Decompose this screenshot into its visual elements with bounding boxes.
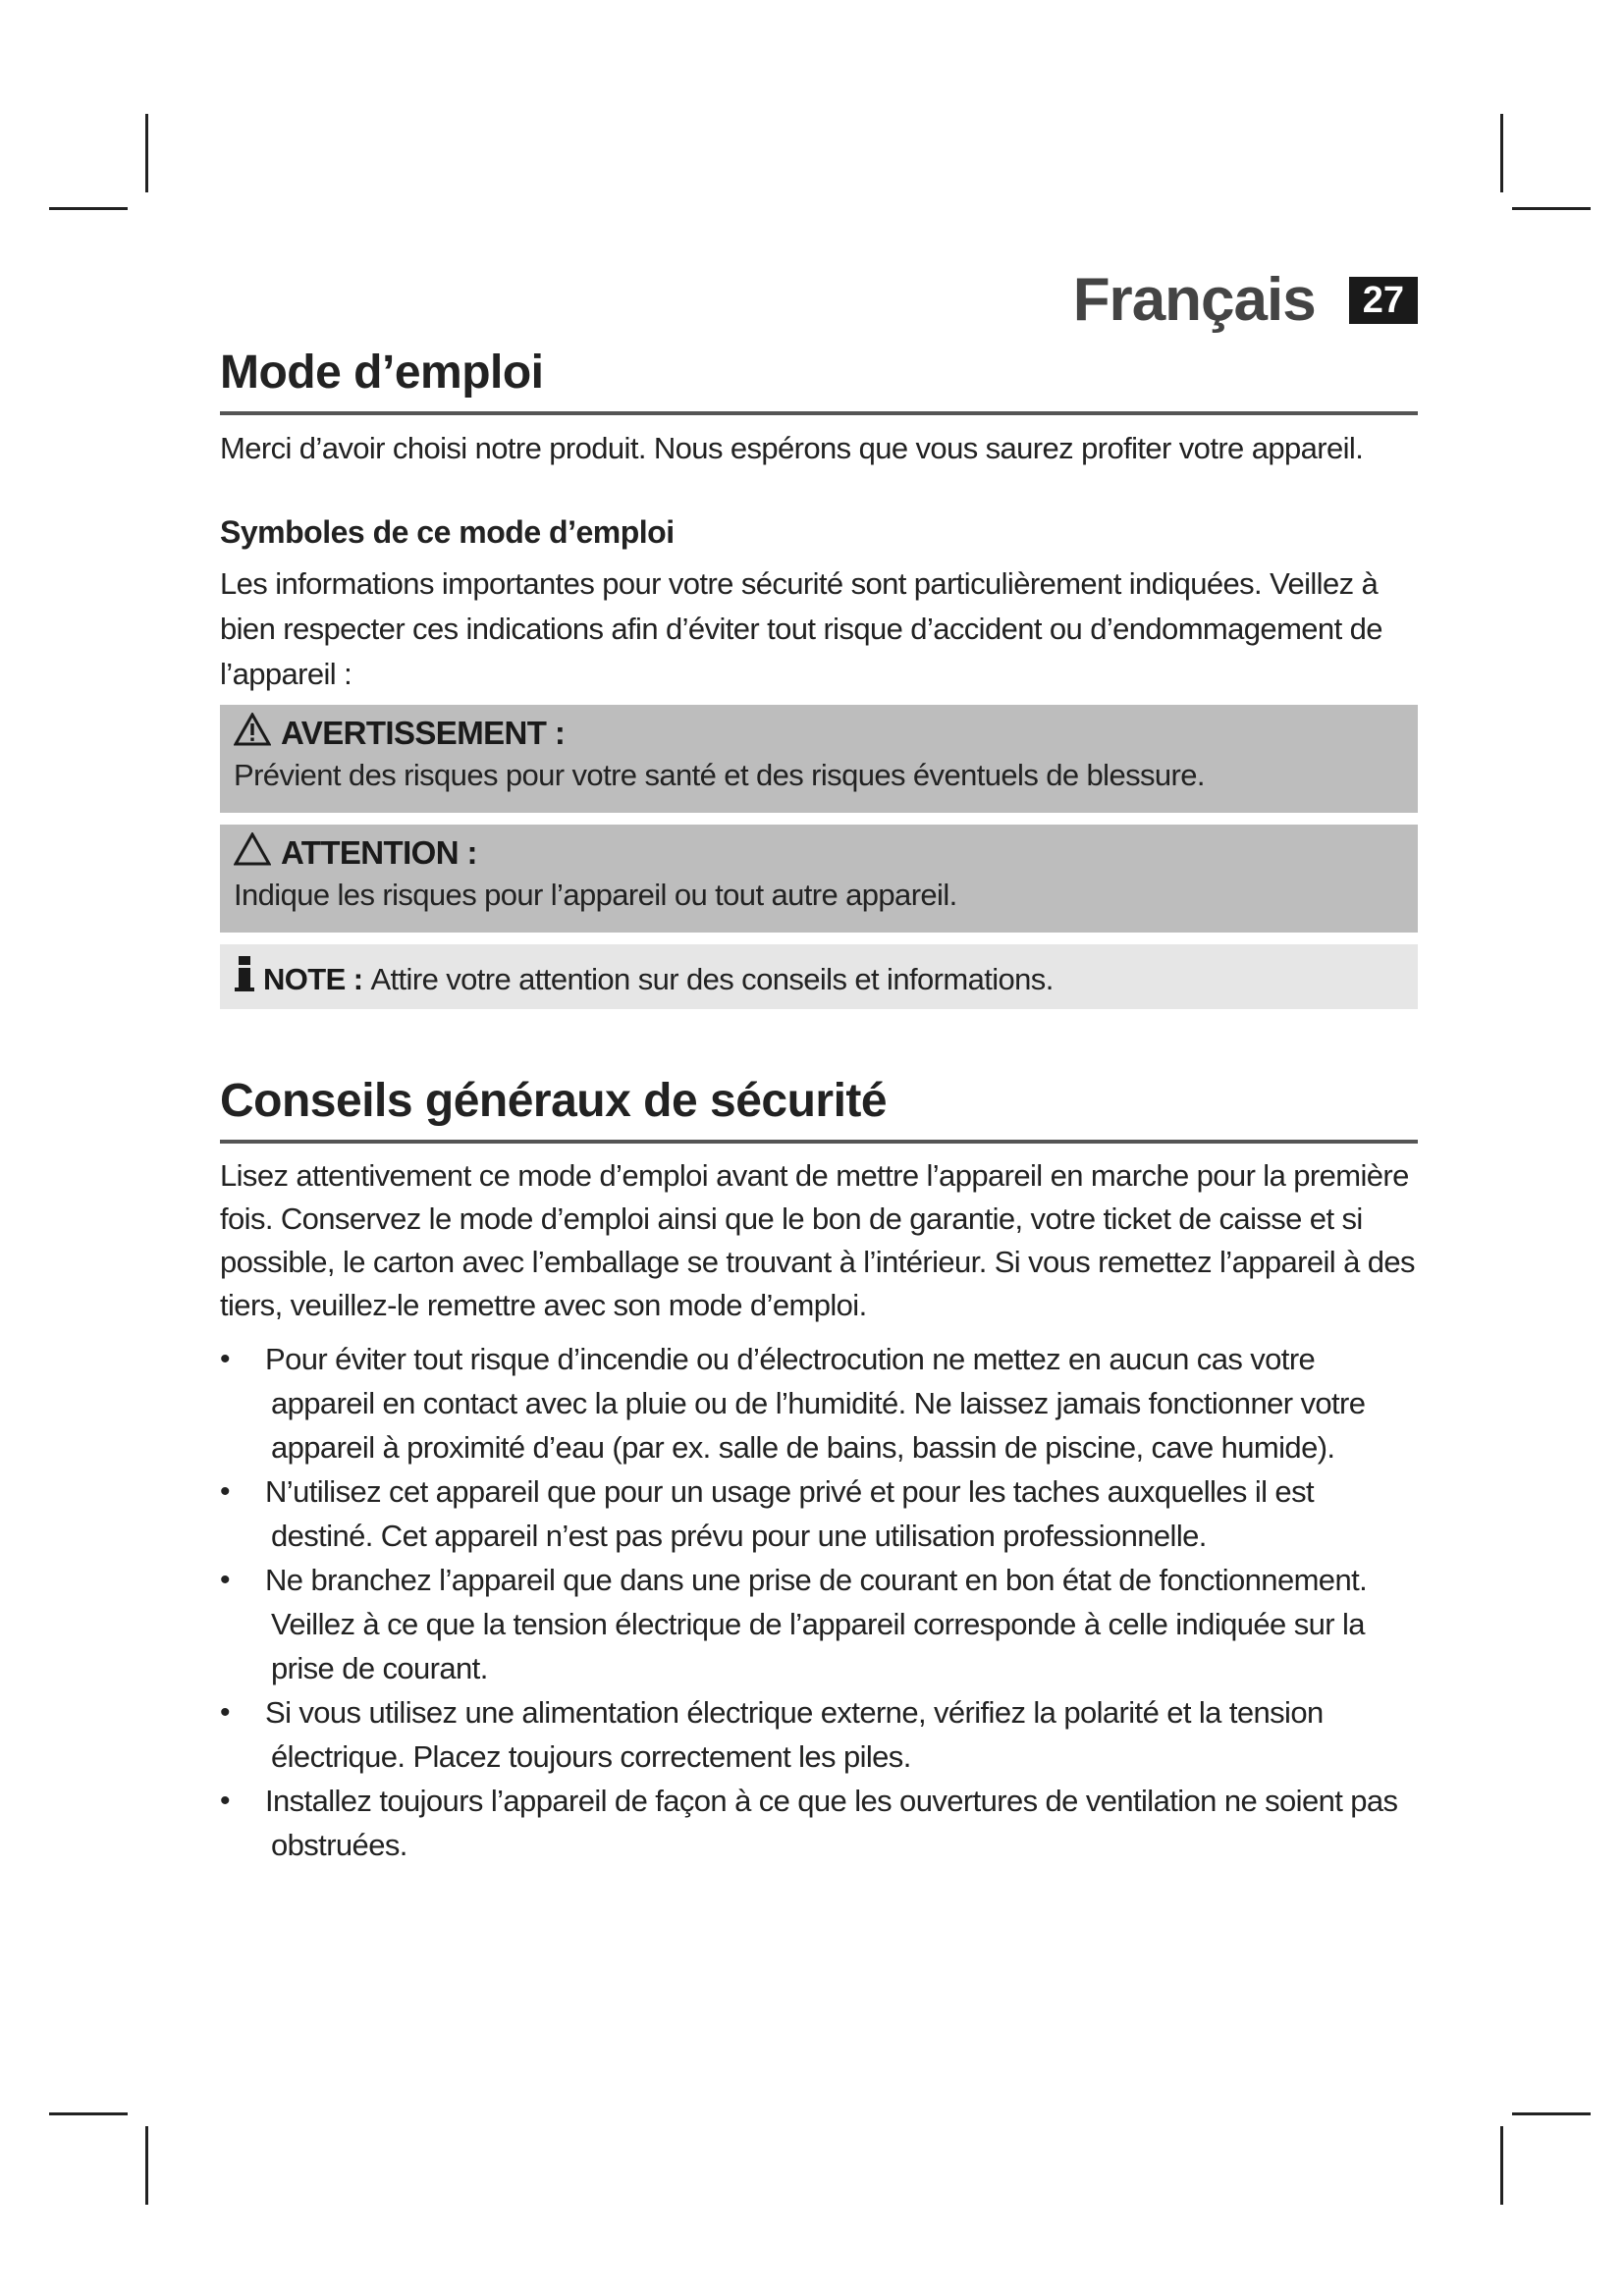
list-item-text: Ne branchez l’appareil que dans une prise de courant en bon état de fonctionnement. Veillez à ce que la tension électrique de l’appareil corresponde à celle indiquée sur la prise de courant. <box>265 1563 1368 1685</box>
list-item-text: N’utilisez cet appareil que pour un usage privé et pour les taches auxquelles il est destiné. Cet appareil n’est pas prévu pour une utilisation professionnelle. <box>265 1474 1314 1553</box>
list-item-text: Pour éviter tout risque d’incendie ou d’électrocution ne mettez en aucun cas votre appareil en contact avec la pluie ou de l’humidité. Ne laissez jamais fonctionner votre appareil à proximité d’eau (par ex. salle de bains, bassin de piscine, cave humide). <box>265 1342 1366 1465</box>
section-title-safety: Conseils généraux de sécurité <box>220 1074 1418 1144</box>
page-header <box>1073 265 1418 335</box>
bullet-icon: • <box>220 1785 230 1817</box>
info-icon <box>234 954 255 1005</box>
page-number: 27 <box>1349 277 1418 324</box>
list-item <box>220 1337 1398 1469</box>
list-item <box>220 1558 1398 1690</box>
note-row <box>234 954 1404 1005</box>
symbols-heading: Symboles de ce mode d’emploi <box>220 514 675 550</box>
bullet-icon: • <box>220 1475 230 1508</box>
bullet-icon: • <box>220 1564 230 1596</box>
warning-title-row <box>234 713 1404 754</box>
section-title-mode-emploi: Mode d’emploi <box>220 346 1418 415</box>
attention-box <box>220 825 1418 933</box>
note-text: Attire votre attention sur des conseils et informations. <box>370 962 1054 996</box>
list-item <box>220 1690 1398 1779</box>
warning-box <box>220 705 1418 813</box>
warning-text: Prévient des risques pour votre santé et des risques éventuels de blessure. <box>234 758 1205 792</box>
bullet-icon: • <box>220 1343 230 1375</box>
caution-triangle-icon <box>234 832 271 874</box>
note-label: NOTE : <box>263 962 363 996</box>
list-item <box>220 1469 1398 1558</box>
crop-mark <box>49 2112 128 2115</box>
crop-mark <box>145 2126 148 2205</box>
attention-title-row <box>234 832 1404 874</box>
language-title: Français <box>1072 266 1316 334</box>
list-item <box>220 1779 1398 1867</box>
warning-triangle-icon <box>234 713 271 754</box>
crop-mark <box>1500 114 1503 192</box>
attention-text: Indique les risques pour l’appareil ou tout autre appareil. <box>234 878 957 912</box>
crop-mark <box>1512 2112 1591 2115</box>
note-box <box>220 944 1418 1009</box>
crop-mark <box>49 207 128 210</box>
intro-paragraph: Merci d’avoir choisi notre produit. Nous espérons que vous saurez profiter votre appareil. <box>220 431 1364 465</box>
crop-mark <box>145 114 148 192</box>
list-item-text: Si vous utilisez une alimentation électrique externe, vérifiez la polarité et la tension électrique. Placez toujours correctement les piles. <box>265 1695 1324 1774</box>
bullet-icon: • <box>220 1696 230 1729</box>
list-item-text: Installez toujours l’appareil de façon à ce que les ouvertures de ventilation ne soient pas obstruées. <box>265 1784 1398 1862</box>
attention-title: ATTENTION : <box>281 834 477 871</box>
symbols-paragraph: Les informations importantes pour votre sécurité sont particulièrement indiquées. Veillez à bien respecter ces indications afin d’éviter tout risque d’accident ou d’endommagement de l’appareil : <box>220 566 1382 691</box>
crop-mark <box>1500 2126 1503 2205</box>
safety-intro: Lisez attentivement ce mode d’emploi avant de mettre l’appareil en marche pour la première fois. Conservez le mode d’emploi ainsi que le bon de garantie, votre ticket de caisse et si possible, le carton avec l’emballage se trouvant à l’intérieur. Si vous remettez l’appareil à des tiers, veuillez-le remettre avec son mode d’emploi. <box>220 1158 1415 1322</box>
crop-mark <box>1512 207 1591 210</box>
warning-title: AVERTISSEMENT : <box>281 715 566 751</box>
safety-list <box>220 1337 1398 1867</box>
